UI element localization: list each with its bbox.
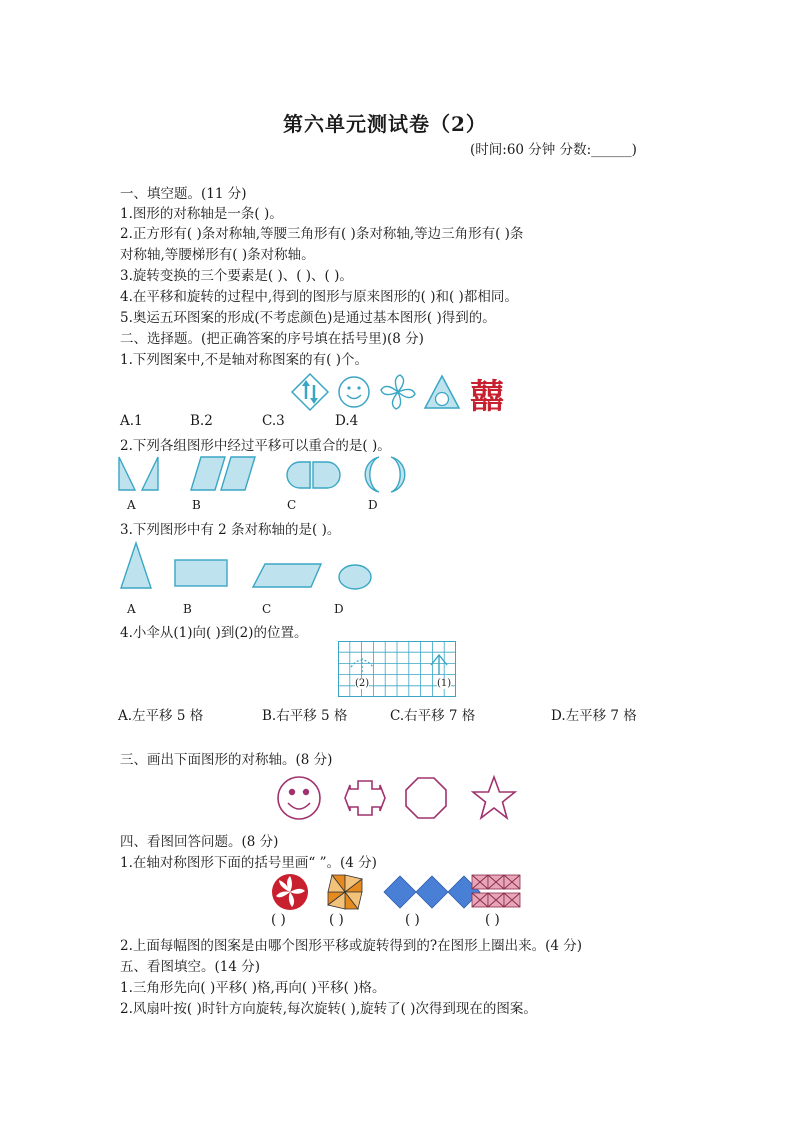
- s5-q2: 2.风扇叶按( )时针方向旋转,每次旋转( ),旋转了( )次得到现在的图案。: [120, 1001, 537, 1017]
- s4-bracket-1: ( ): [271, 912, 286, 928]
- s2-q2-label-d: D: [368, 498, 378, 512]
- s2-q2: 2.下列各组图形中经过平移可以重合的是( )。: [120, 438, 391, 454]
- triangle-circle-icon: [425, 376, 459, 408]
- s2-q1-option-d: D.4: [335, 413, 359, 429]
- s2-q4-option-d: D.左平移 7 格: [551, 708, 637, 724]
- s2-q2-figures: [115, 455, 415, 495]
- section-5-heading: 五、看图填空。(14 分): [120, 959, 261, 975]
- s1-q3: 3.旋转变换的三个要素是( )、( )、( )。: [120, 268, 353, 284]
- exam-info: (时间:60 分钟 分数:______): [470, 142, 637, 158]
- bow-pattern-icon: [470, 872, 522, 910]
- double-happiness-symbol: 囍: [470, 377, 504, 417]
- umbrella-1-icon: [431, 655, 447, 675]
- smiley-face-icon: [339, 377, 369, 407]
- half-circle-pair-c: [287, 462, 340, 488]
- s1-q5: 5.奥运五环图案的形成(不考虑颜色)是通过基本图形( )得到的。: [120, 310, 496, 326]
- s2-q4-option-a: A.左平移 5 格: [118, 708, 204, 724]
- section-4-heading: 四、看图回答问题。(8 分): [120, 834, 279, 850]
- cross-arrow-shape-icon: [345, 781, 385, 815]
- s2-q1-option-a: A.1: [120, 413, 143, 429]
- pinwheel-icon: [328, 875, 362, 909]
- octagon-icon: [406, 778, 446, 818]
- s2-q2-label-c: C: [287, 498, 297, 512]
- s4-q1: 1.在轴对称图形下面的括号里画“ ”。(4 分): [120, 855, 377, 871]
- section-2-heading: 二、选择题。(把正确答案的序号填在括号里)(8 分): [120, 331, 424, 347]
- s4-bracket-3: ( ): [405, 912, 420, 928]
- s2-q3-label-d: D: [334, 602, 344, 616]
- parallelogram-c: [253, 564, 321, 587]
- crescent-pair-d: [365, 457, 405, 492]
- rectangle-b: [175, 560, 227, 586]
- s1-q1: 1.图形的对称轴是一条( )。: [120, 206, 283, 222]
- pinwheel-swirl-icon: [381, 375, 415, 409]
- s1-q4: 4.在平移和旋转的过程中,得到的图形与原来图形的( )和( )都相同。: [120, 289, 518, 305]
- ellipse-d: [339, 565, 371, 589]
- diamond-row-icon: [384, 876, 480, 908]
- s1-q2a: 2.正方形有( )条对称轴,等腰三角形有( )条对称轴,等边三角形有( )条: [120, 226, 524, 242]
- s2-q4: 4.小伞从(1)向( )到(2)的位置。: [120, 625, 308, 641]
- grid-label-1: (1): [437, 678, 452, 689]
- s2-q1-option-c: C.3: [262, 413, 285, 429]
- grid-label-2: (2): [355, 678, 370, 689]
- parallelogram-pair-b: [191, 457, 255, 490]
- s1-q2b: 对称轴,等腰梯形有( )条对称轴。: [120, 247, 315, 263]
- s2-q3-label-b: B: [183, 602, 192, 616]
- s2-q2-label-a: A: [127, 498, 136, 512]
- isosceles-triangle-a: [121, 543, 151, 588]
- s4-bracket-2: ( ): [329, 912, 344, 928]
- smiley-face-icon: [278, 777, 320, 819]
- s5-q1: 1.三角形先向( )平移( )格,再向( )平移( )格。: [120, 980, 386, 996]
- s2-q3-label-c: C: [262, 602, 272, 616]
- s2-q4-option-c: C.右平移 7 格: [390, 708, 476, 724]
- s4-q2: 2.上面每幅图的图案是由哪个图形平移或旋转得到的?在图形上圈出来。(4 分): [120, 938, 583, 954]
- triangle-pair-a: [119, 457, 158, 490]
- star-icon: [473, 777, 515, 818]
- s2-q2-label-b: B: [192, 498, 201, 512]
- s2-q4-option-b: B.右平移 5 格: [262, 708, 348, 724]
- section-1-heading: 一、填空题。(11 分): [120, 186, 247, 202]
- s2-q3-figures: [115, 540, 385, 590]
- s2-q3-label-a: A: [127, 602, 136, 616]
- page-title: 第六单元测试卷（2）: [283, 112, 487, 136]
- s2-q1: 1.下列图案中,不是轴对称图案的有( )个。: [120, 352, 368, 368]
- s4-bracket-4: ( ): [485, 912, 500, 928]
- bauhinia-flower-icon: [272, 874, 308, 910]
- diamond-arrows-icon: [292, 374, 328, 410]
- s2-q3: 3.下列图形中有 2 条对称轴的是( )。: [120, 522, 341, 538]
- section-3-heading: 三、画出下面图形的对称轴。(8 分): [120, 752, 333, 768]
- s2-q1-option-b: B.2: [190, 413, 213, 429]
- s3-figures: [275, 775, 520, 823]
